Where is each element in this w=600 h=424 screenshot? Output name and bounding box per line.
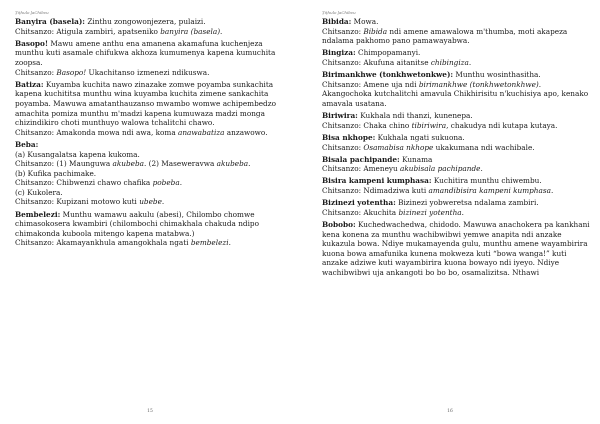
- example-term: Bibida: [363, 26, 388, 36]
- entry-text: .: [480, 164, 483, 174]
- entry-definition: [322, 155, 592, 165]
- entry-text: Chitsanzo: Akamayankhula amangokhala ngati: [15, 238, 191, 248]
- example-term: Osamabisa nkhope: [363, 142, 434, 152]
- entry-definition: [322, 17, 592, 27]
- entry-line: [322, 58, 592, 68]
- entry-text: .: [550, 186, 554, 196]
- entry-text: Chitsanzo:: [322, 142, 364, 152]
- entry-text: Chitsanzo: Kupizani motowo kuti: [15, 197, 140, 207]
- entry-headword: Biriwira:: [322, 111, 358, 121]
- page-header: Ṯiṯhulo ḽaChibvu: [322, 10, 356, 15]
- entry-definition: [15, 140, 292, 150]
- page-number: 16: [447, 409, 453, 414]
- entry-line: [15, 27, 292, 37]
- example-term: Basopo!: [56, 67, 87, 77]
- entry-text: Chitsanzo: Ameneyu: [322, 164, 401, 174]
- entry-text: Chitsanzo: (1) Maunguwa: [15, 159, 113, 169]
- right-page: [300, 0, 600, 424]
- example-term: ubebe: [139, 197, 162, 207]
- entry-line: [322, 186, 592, 196]
- entry-definition: [322, 48, 592, 58]
- entry-text: Ukachitanso izmenezi ndikuswa.: [86, 67, 210, 77]
- entry-text: Kunama: [399, 154, 433, 164]
- entry-headword: Bisira kampeni kumphasa:: [322, 176, 432, 186]
- entry-line: [15, 128, 292, 138]
- dictionary-entry: [15, 17, 292, 36]
- dictionary-entry: [322, 220, 592, 278]
- example-term: bizinezi yotentha: [398, 207, 462, 217]
- entry-list: [15, 17, 292, 248]
- entry-headword: Bembelezi:: [15, 209, 61, 219]
- dictionary-entry: [322, 198, 592, 217]
- entry-line: [15, 150, 292, 160]
- entry-definition: [15, 39, 292, 68]
- entry-line: [322, 164, 592, 174]
- dictionary-entry: [322, 48, 592, 67]
- example-term: chibingiza: [430, 57, 469, 67]
- example-term: tibiriwira: [411, 120, 447, 130]
- entry-definition: [322, 220, 592, 278]
- entry-text: Munthu wamawu aakulu (abesi), Chilombo chomwe chimasokosera kwambiri (chilombochi chimakhala chakuda ndipo chimakonda kuboola mitengo kapena matabwa.): [15, 209, 259, 238]
- entry-text: ukakumana ndi wachibale.: [433, 142, 535, 152]
- entry-line: [322, 80, 592, 109]
- example-term: pobeba: [152, 178, 180, 188]
- entry-text: Chimpopamanyi.: [355, 48, 421, 58]
- entry-headword: Bingiza:: [322, 48, 356, 58]
- entry-text: Zinthu zongowonjezera, pulaizi.: [85, 17, 206, 26]
- example-term: birimankhwe (tonkhwetonkhwe): [418, 79, 539, 89]
- page-header: Ṯiṯhulo ḽaChibvu: [15, 10, 49, 15]
- entry-definition: [15, 17, 292, 27]
- entry-text: Kuchitira munthu chiwembu.: [431, 176, 542, 186]
- example-term: anawabatiza: [178, 127, 225, 137]
- dictionary-entry: [322, 133, 592, 152]
- dictionary-entry: [15, 140, 292, 207]
- entry-line: [15, 188, 292, 198]
- entry-text: anzawowo.: [224, 127, 268, 137]
- entry-headword: Batiza:: [15, 79, 44, 89]
- entry-text: Chitsanzo: Atigula zambiri, apatseniko: [15, 26, 161, 36]
- entry-text: Chitsanzo: Akuchita: [322, 207, 399, 217]
- entry-text: Chitsanzo:: [322, 26, 364, 36]
- entry-definition: [322, 198, 592, 208]
- dictionary-entry: [15, 80, 292, 138]
- entry-text: Mowa.: [351, 17, 379, 26]
- entry-definition: [322, 111, 592, 121]
- entry-text: .: [179, 178, 183, 188]
- entry-text: . (2) Maseweravwa: [144, 159, 217, 169]
- entry-line: [322, 208, 592, 218]
- entry-line: [322, 143, 592, 153]
- entry-line: [15, 197, 292, 207]
- dictionary-entry: [322, 17, 592, 46]
- page-number: 15: [147, 409, 153, 414]
- entry-line: [15, 238, 292, 248]
- entry-text: Kuchedwachedwa, chidodo. Mawuwa anachokera pa kankhani kena konena za munthu wachibwibwi yemwe anapita ndi anzake kukazula bowa. Ndiye mukamayenda gulu, munthu amene wayambirira kuona bowa amafunika kunena mokweza kuti “bowa wanga!” kuti anzake adziwe kuti wayambirira kuona bowayo ndi iyeyo. Ndiye wachibwibwi uja ankangoti bo bo bo, osamalizitsa. Nthawi: [322, 220, 590, 277]
- entry-line: [15, 159, 292, 169]
- entry-headword: Bisala pachipande:: [322, 154, 400, 164]
- dictionary-entry: [322, 155, 592, 174]
- entry-headword: Bizinezi yotentha:: [322, 198, 396, 208]
- dictionary-entry: [322, 176, 592, 195]
- entry-text: , chakudya ndi kutapa kutaya.: [446, 120, 558, 130]
- entry-definition: [15, 80, 292, 128]
- entry-line: [15, 169, 292, 179]
- entry-headword: Basopo!: [15, 38, 49, 48]
- example-term: akubeba: [112, 159, 145, 169]
- entry-text: Mawu amene anthu ena amanena akamafuna kuchenjeza munthu kuti asamale chifukwa akhoza kumumenya kapena kumuchita zoopsa.: [15, 38, 276, 67]
- entry-text: . Akangochoka kutchalitchi amavula Chikhirisitu n'kuchisiya apo, kenako amavala usatana.: [322, 79, 589, 108]
- entry-text: Chitsanzo: Amakonda mowa ndi awa, koma: [15, 127, 178, 137]
- entry-line: [322, 121, 592, 131]
- entry-headword: Bisa nkhope:: [322, 132, 376, 142]
- entry-text: Chitsanzo:: [15, 67, 57, 77]
- entry-text: Chitsanzo: Chibwenzi chawo chafika: [15, 178, 153, 188]
- entry-line: [322, 27, 592, 46]
- example-term: akubeba: [216, 159, 249, 169]
- entry-definition: [322, 133, 592, 143]
- entry-text: Kukhala ngati sukuona.: [375, 132, 465, 142]
- entry-text: Kukhala ndi thanzi, kunenepa.: [357, 111, 473, 121]
- entry-headword: Birimankhwe (tonkhwetonkwe):: [322, 70, 454, 80]
- entry-text: .: [468, 57, 472, 67]
- entry-headword: Bobobo:: [322, 220, 356, 230]
- entry-text: Chitsanzo: Chaka chino: [322, 120, 412, 130]
- entry-text: .: [161, 197, 165, 207]
- entry-text: ndi amene amawalowa m'thumba, moti akapeza ndalama pakhomo pano pamawayabwa.: [322, 26, 568, 46]
- example-term: akubisala pachipande: [400, 164, 481, 174]
- entry-line: [15, 68, 292, 78]
- entry-text: (b) Kufika pachimake.: [15, 168, 97, 178]
- example-term: amandibisira kampeni kumphasa: [428, 186, 551, 196]
- entry-list: [322, 17, 592, 278]
- entry-headword: Bibida:: [322, 17, 352, 26]
- entry-text: (c) Kukolera.: [15, 187, 63, 197]
- entry-definition: [15, 210, 292, 239]
- entry-text: Bizinezi yobweretsa ndalama zambiri.: [395, 198, 539, 208]
- entry-text: Chitsanzo: Akufuna aitanitse: [322, 57, 431, 67]
- entry-line: [15, 178, 292, 188]
- entry-text: .: [228, 238, 231, 248]
- dictionary-entry: [15, 39, 292, 77]
- dictionary-entry: [322, 70, 592, 108]
- entry-text: Chitsanzo: Amene uja ndi: [322, 79, 419, 89]
- dictionary-entry: [322, 111, 592, 130]
- entry-definition: [322, 176, 592, 186]
- example-term: banyira (basela).: [160, 26, 223, 36]
- entry-text: .: [461, 207, 464, 217]
- entry-text: Munthu wosinthasitha.: [453, 70, 541, 80]
- entry-headword: Banyira (basela):: [15, 17, 86, 26]
- entry-headword: Beba:: [15, 139, 39, 149]
- entry-text: (a) Kusangalatsa kapena kukoma.: [15, 149, 140, 159]
- entry-text: .: [248, 159, 251, 169]
- example-term: bembelezi: [190, 238, 229, 248]
- dictionary-entry: [15, 210, 292, 248]
- entry-definition: [322, 70, 592, 80]
- entry-text: Kuyamba kuchita nawo zinazake zomwe poyamba sunkachita kapena kuchititsa munthu wina kuyamba kuchita zimene sankachita poyamba. Mawuwa amatanthauzanso mwambo womwe achipembedzo amachita pomiza munthu m'madzi kapena kumuwaza madzi monga chizindikiro choti munthuyo walowa tchalitchi chawo.: [15, 79, 276, 128]
- entry-text: Chitsanzo: Ndimadziwa kuti: [322, 186, 429, 196]
